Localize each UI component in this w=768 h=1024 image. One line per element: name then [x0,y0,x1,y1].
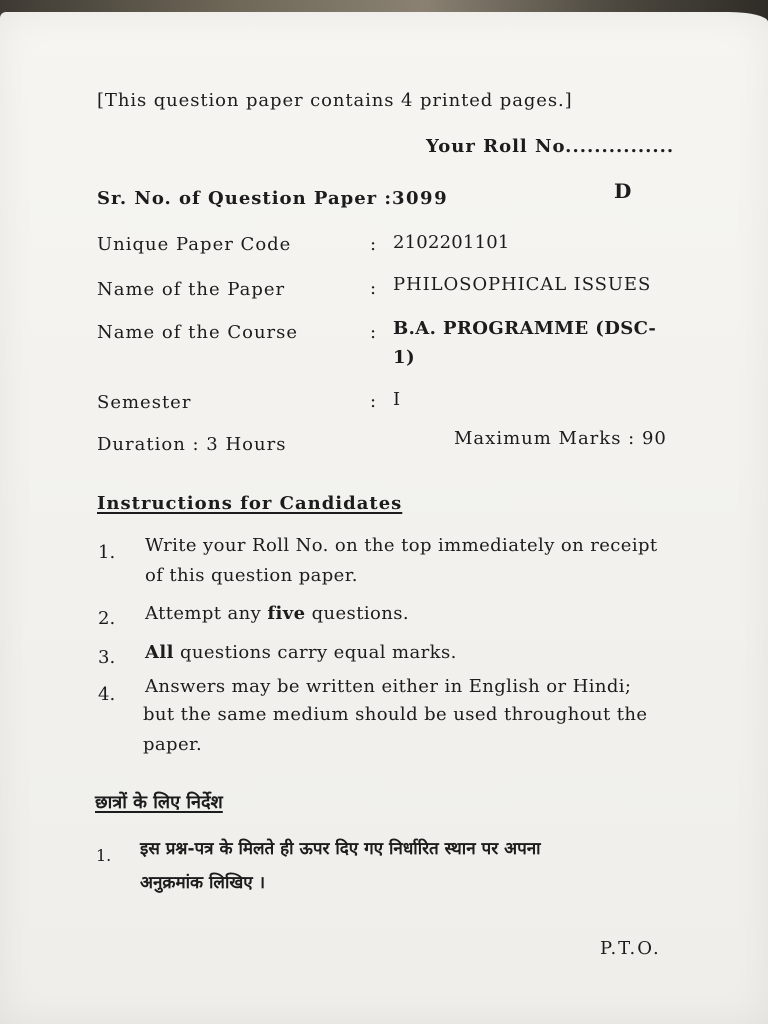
maximum-marks: Maximum Marks : 90 [454,428,667,449]
emphasis-all: All [145,642,174,663]
instruction-text-line: Write your Roll No. on the top immediately on receipt [145,535,658,556]
instructions-heading: Instructions for Candidates [97,493,403,514]
paper-name-label: Name of the Paper [97,279,286,300]
upc-value: 2102201101 [393,232,510,253]
instruction-text-line: of this question paper. [145,565,358,586]
course-name-colon: : [370,322,377,343]
question-paper-page [0,12,768,1024]
paper-name-value: PHILOSOPHICAL ISSUES [393,274,652,295]
instruction-text-line: Answers may be written either in English or Hindi; [145,676,632,697]
hindi-instructions-heading: छात्रों के लिए निर्देश [95,792,223,813]
instruction-text-line: Attempt any five questions. [145,603,409,624]
semester-colon: : [370,391,377,412]
hindi-instruction-number: 1. [96,846,112,865]
instruction-number: 2. [98,608,116,629]
instruction-number: 4. [98,684,116,705]
semester-label: Semester [97,392,192,413]
course-name-value-line2: 1) [393,347,416,368]
paper-name-colon: : [370,278,377,299]
sr-no-label: Sr. No. of Question Paper : [97,188,393,209]
course-name-value-line1: B.A. PROGRAMME (DSC- [393,318,657,339]
sr-no-value: 3099 [392,188,449,209]
instruction-text-line: paper. [143,734,203,755]
hindi-instruction-text-line: इस प्रश्न-पत्र के मिलते ही ऊपर दिए गए निर्धारित स्थान पर अपना [140,839,541,859]
instruction-text-line: All questions carry equal marks. [145,642,457,663]
pto-marker: P.T.O. [600,938,661,959]
semester-value: I [393,389,401,410]
hindi-instruction-text-line: अनुक्रमांक लिखिए । [140,873,266,893]
instruction-number: 3. [98,647,116,668]
instruction-text-line: but the same medium should be used throughout the [143,704,648,725]
instruction-number: 1. [98,542,116,563]
upc-colon: : [370,234,377,255]
paper-set-letter: D [614,179,632,203]
course-name-label: Name of the Course [97,322,299,343]
pages-note: [This question paper contains 4 printed pages.] [97,90,573,111]
upc-label: Unique Paper Code [97,234,292,255]
roll-no-field: Your Roll No............... [426,136,675,157]
emphasis-five: five [267,603,306,624]
duration: Duration : 3 Hours [97,434,287,455]
